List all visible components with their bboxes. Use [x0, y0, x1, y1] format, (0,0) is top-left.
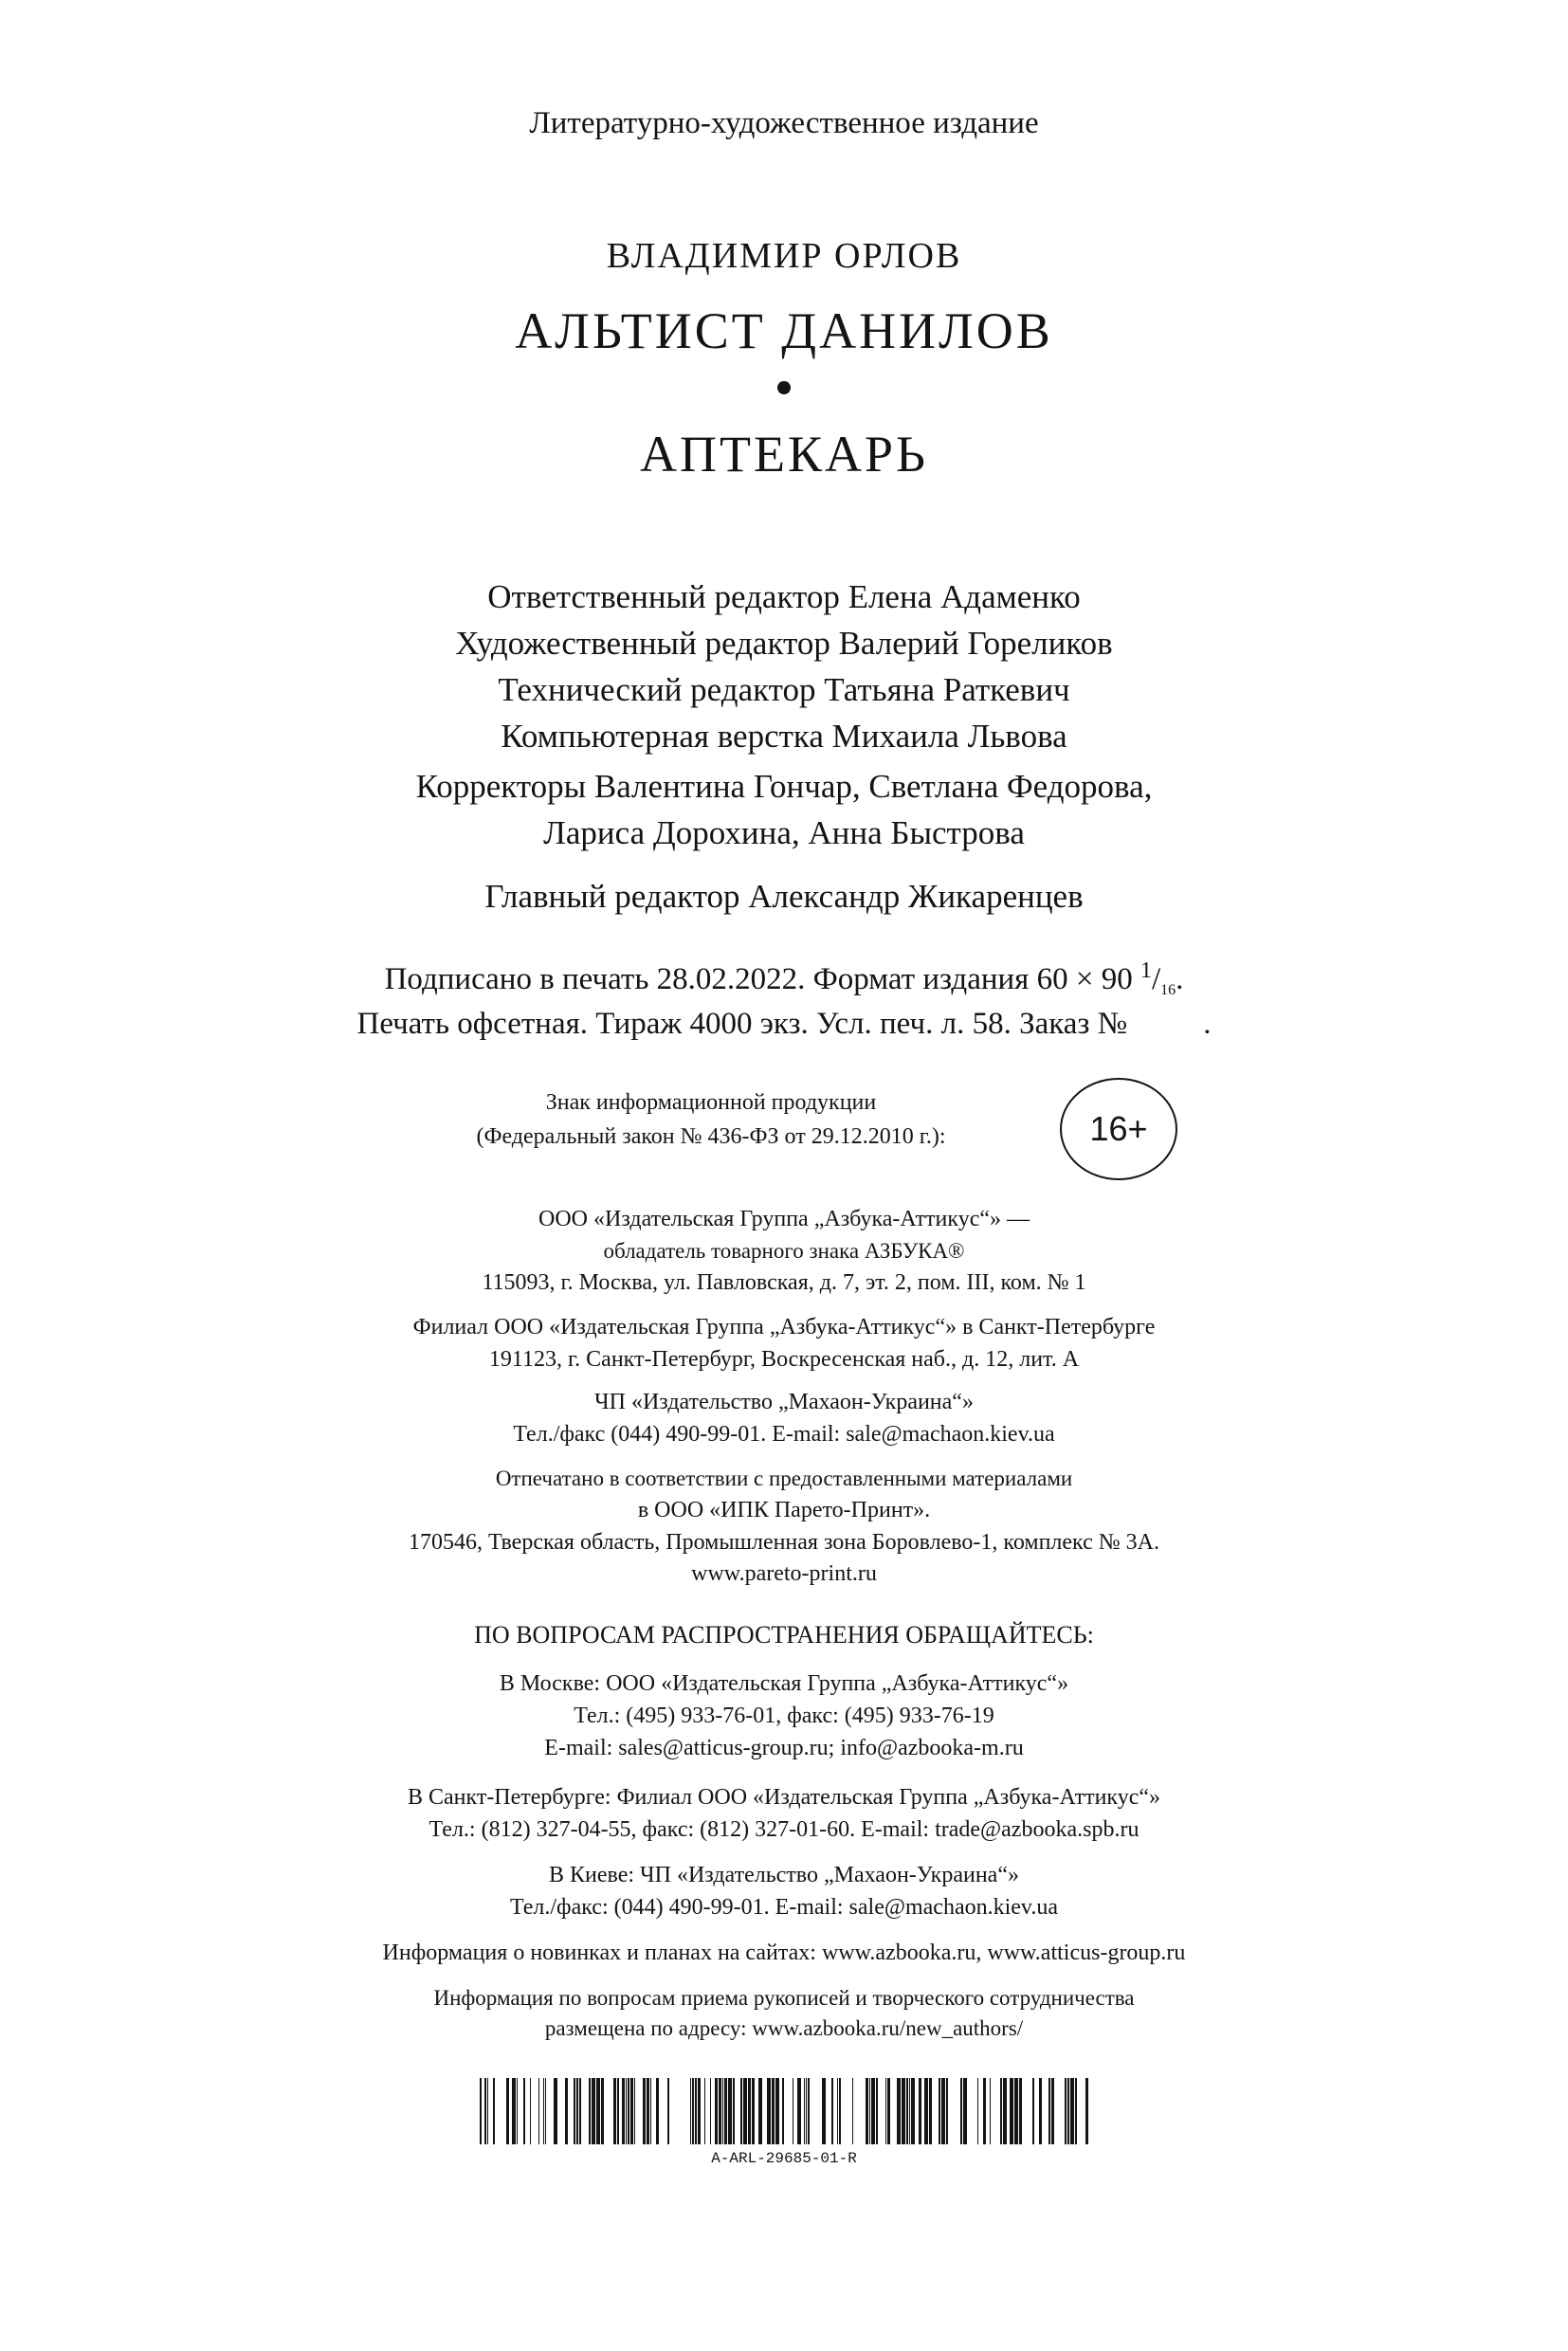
distribution-heading: ПО ВОПРОСАМ РАСПРОСТРАНЕНИЯ ОБРАЩАЙТЕСЬ:	[474, 1621, 1094, 1649]
manuscripts-info-2: размещена по адресу: www.azbooka.ru/new_authors/	[544, 2016, 1024, 2040]
book-title-1: АЛЬТИСТ ДАНИЛОВ	[515, 302, 1053, 359]
title-separator-bullet	[777, 381, 791, 394]
distribution-moscow-1: В Москве: ООО «Издательская Группа „Азбука-Аттикус“»	[499, 1671, 1069, 1696]
publisher-address: 115093, г. Москва, ул. Павловская, д. 7, эт. 2, пом. III, ком. № 1	[482, 1270, 1086, 1295]
edition-type: Литературно-художественное издание	[529, 106, 1039, 140]
barcode-image	[480, 2078, 1090, 2144]
printer-line-2: в ООО «ИПК Парето-Принт».	[637, 1498, 931, 1522]
proofreaders-line-2: Лариса Дорохина, Анна Быстрова	[543, 814, 1025, 851]
print-info-text: Подписано в печать 28.02.2022. Формат издания 60 × 90	[384, 962, 1133, 996]
age-rating-label-2: (Федеральный закон № 436-ФЗ от 29.12.2010 г.):	[476, 1124, 946, 1149]
distribution-spb-2: Тел.: (812) 327-04-55, факс: (812) 327-01-60. E-mail: trade@azbooka.spb.ru	[428, 1817, 1140, 1842]
book-title-2: АПТЕКАРЬ	[639, 426, 929, 483]
printer-line-1: Отпечатано в соответствии с предоставленными материалами	[495, 1467, 1073, 1490]
publisher-line-1: ООО «Издательская Группа „Азбука-Аттикус“» —	[538, 1207, 1030, 1231]
barcode-caption: A-ARL-29685-01-R	[711, 2150, 857, 2167]
proofreaders-line-1: Корректоры Валентина Гончар, Светлана Федорова,	[415, 768, 1153, 805]
print-info-text-2: Печать офсетная. Тираж 4000 экз. Усл. печ. л. 58. Заказ №	[356, 1007, 1128, 1041]
distribution-spb-1: В Санкт-Петербурге: Филиал ООО «Издательская Группа „Азбука-Аттикус“»	[407, 1785, 1161, 1810]
format-denominator: 16	[1160, 982, 1176, 998]
distribution-moscow-2: Тел.: (495) 933-76-01, факс: (495) 933-76-19	[574, 1704, 994, 1728]
format-numerator: 1	[1140, 958, 1152, 983]
age-rating-label-1: Знак информационной продукции	[545, 1090, 877, 1115]
publisher-branch: Филиал ООО «Издательская Группа „Азбука-Аттикус“» в Санкт-Петербурге	[412, 1315, 1156, 1340]
print-info-line-1: Подписано в печать 28.02.2022. Формат издания 60 × 90 $^1$/16.	[384, 958, 1184, 998]
art-editor: Художественный редактор Валерий Гореликов	[455, 625, 1113, 662]
publisher-ukraine-contact: Тел./факс (044) 490-99-01. E-mail: sale@machaon.kiev.ua	[513, 1422, 1055, 1447]
distribution-moscow-3: E-mail: sales@atticus-group.ru; info@azbooka-m.ru	[544, 1736, 1024, 1760]
publisher-branch-address: 191123, г. Санкт-Петербург, Воскресенская наб., д. 12, лит. А	[488, 1347, 1080, 1372]
websites-info: Информация о новинках и планах на сайтах: www.azbooka.ru, www.atticus-group.ru	[382, 1941, 1186, 1965]
publisher-ukraine: ЧП «Издательство „Махаон-Украина“»	[594, 1390, 974, 1414]
technical-editor: Технический редактор Татьяна Раткевич	[498, 671, 1070, 708]
manuscripts-info-1: Информация по вопросам приема рукописей и творческого сотрудничества	[433, 1986, 1135, 2010]
printer-website: www.pareto-print.ru	[691, 1561, 877, 1586]
layout-credit: Компьютерная верстка Михаила Львова	[501, 718, 1067, 755]
author-name: ВЛАДИМИР ОРЛОВ	[606, 236, 962, 276]
print-info-line-2: Печать офсетная. Тираж 4000 экз. Усл. печ. л. 58. Заказ № .	[356, 1007, 1212, 1041]
chief-editor: Главный редактор Александр Жикаренцев	[484, 878, 1084, 915]
printer-address: 170546, Тверская область, Промышленная зона Боровлево-1, комплекс № 3А.	[409, 1530, 1159, 1555]
distribution-kiev-2: Тел./факс: (044) 490-99-01. E-mail: sale@machaon.kiev.ua	[509, 1895, 1059, 1920]
responsible-editor: Ответственный редактор Елена Адаменко	[487, 578, 1081, 615]
distribution-kiev-1: В Киеве: ЧП «Издательство „Махаон-Украина“»	[549, 1863, 1019, 1887]
publisher-line-2: обладатель товарного знака АЗБУКА®	[603, 1239, 965, 1263]
age-rating-badge: 16+	[1060, 1078, 1177, 1180]
